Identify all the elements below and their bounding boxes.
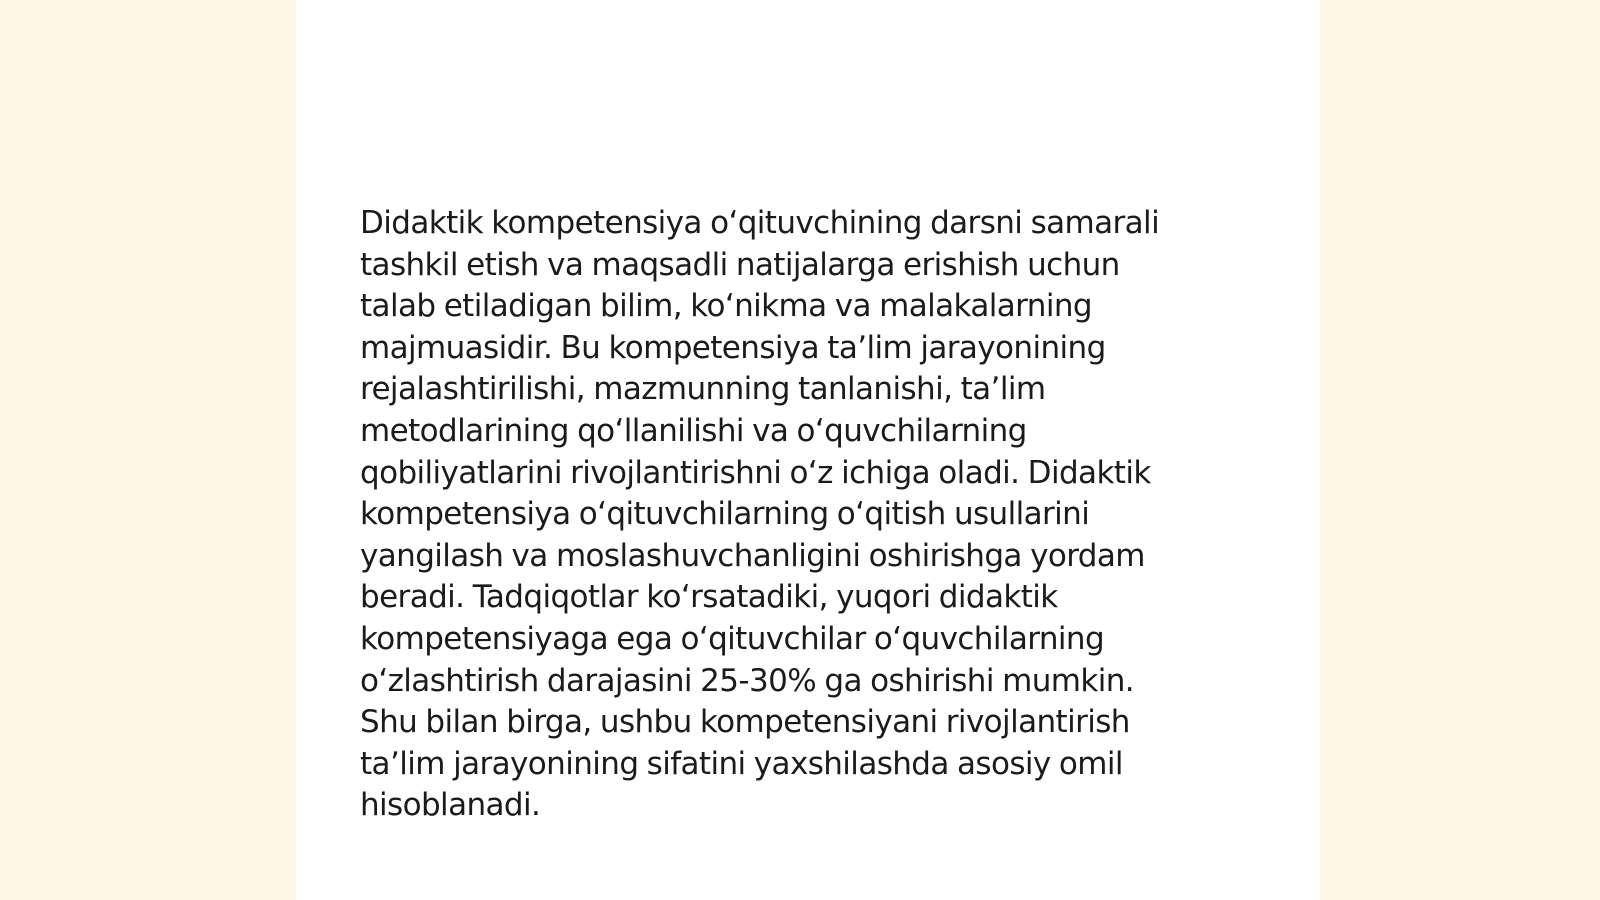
paragraph-line: rejalashtirilishi, mazmunning tanlanishi, ta’lim: [360, 371, 1046, 408]
document-page: [296, 0, 1320, 900]
paragraph-line: metodlarining qo‘llanilishi va o‘quvchilarning: [360, 412, 1027, 449]
paragraph-line: talab etiladigan bilim, ko‘nikma va malakalarning: [360, 288, 1092, 325]
paragraph-line: kompetensiya o‘qituvchilarning o‘qitish usullarini: [360, 496, 1090, 533]
body-paragraph: [360, 203, 1260, 827]
paragraph-line: ta’lim jarayonining sifatini yaxshilashda asosiy omil: [360, 745, 1123, 782]
paragraph-line: qobiliyatlarini rivojlantirishni o‘z ichiga oladi. Didaktik: [360, 454, 1151, 491]
paragraph-line: Shu bilan birga, ushbu kompetensiyani rivojlantirish: [360, 704, 1130, 741]
paragraph-line: beradi. Tadqiqotlar ko‘rsatadiki, yuqori didaktik: [360, 579, 1058, 616]
paragraph-line: hisoblanadi.: [360, 787, 541, 824]
paragraph-line: o‘zlashtirish darajasini 25-30% ga oshirishi mumkin.: [360, 662, 1135, 699]
paragraph-line: majmuasidir. Bu kompetensiya ta’lim jarayonining: [360, 329, 1106, 366]
paragraph-line: tashkil etish va maqsadli natijalarga erishish uchun: [360, 246, 1120, 283]
paragraph-line: yangilash va moslashuvchanligini oshirishga yordam: [360, 537, 1145, 574]
paragraph-line: kompetensiyaga ega o‘qituvchilar o‘quvchilarning: [360, 620, 1105, 657]
paragraph-line: Didaktik kompetensiya o‘qituvchining darsni samarali: [360, 205, 1160, 241]
